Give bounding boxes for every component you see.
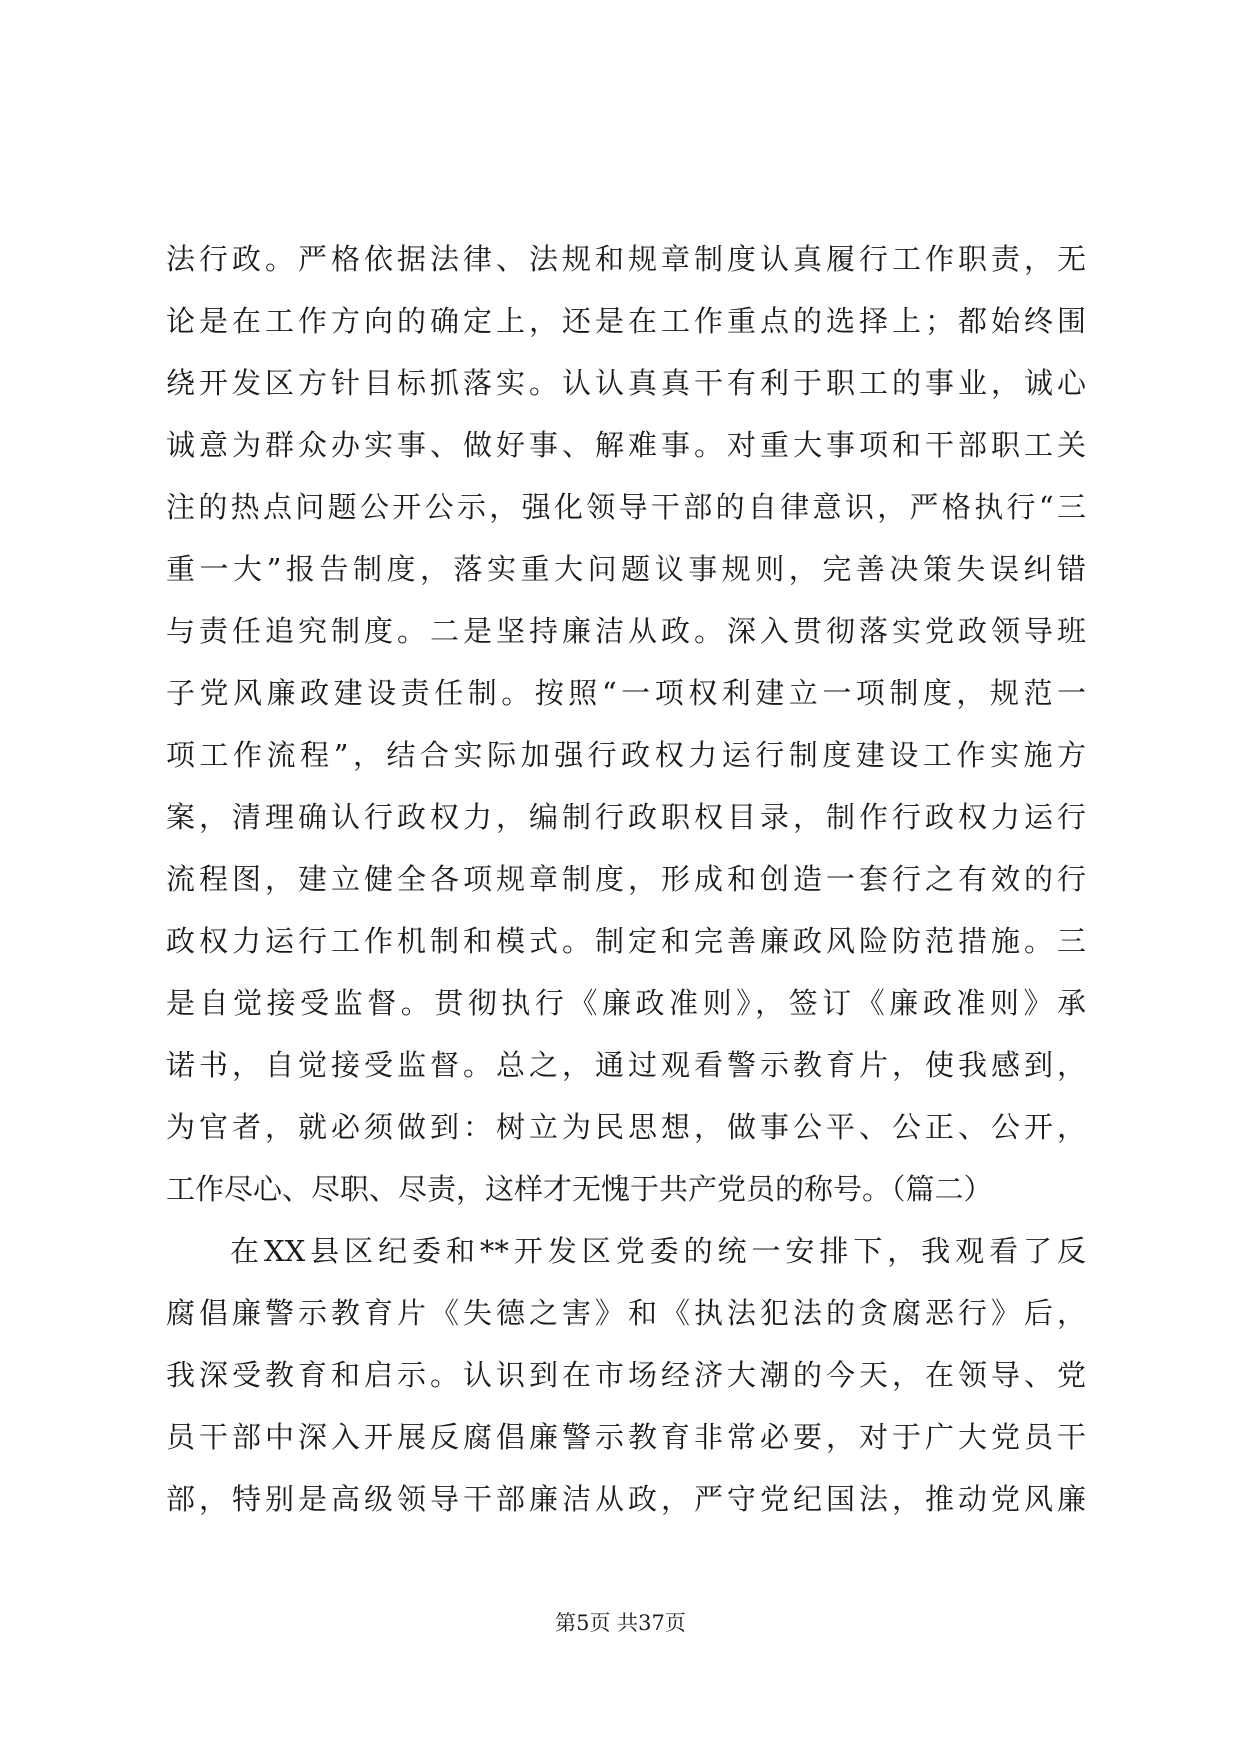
- text-line: 论是在工作方向的确定上，还是在工作重点的选择上；都始终围: [166, 304, 1086, 338]
- text-line: 为官者，就必须做到：树立为民思想，做事公平、公正、公开，: [166, 1110, 1086, 1144]
- text-line: 是自觉接受监督。贯彻执行《廉政准则》，签订《廉政准则》承: [166, 986, 1086, 1020]
- text-line: 注的热点问题公开公示，强化领导干部的自律意识，严格执行“三: [166, 490, 1086, 524]
- text-line: 政权力运行工作机制和模式。制定和完善廉政风险防范措施。三: [166, 924, 1086, 958]
- text-line: 重一大”报告制度，落实重大问题议事规则，完善决策失误纠错: [166, 552, 1086, 586]
- text-line: 案，清理确认行政权力，编制行政职权目录，制作行政权力运行: [166, 800, 1086, 834]
- text-line: 法行政。严格依据法律、法规和规章制度认真履行工作职责，无: [166, 242, 1086, 276]
- text-line: 子党风廉政建设责任制。按照“一项权利建立一项制度，规范一: [166, 676, 1086, 710]
- text-line: 项工作流程”，结合实际加强行政权力运行制度建设工作实施方: [166, 738, 1086, 772]
- paragraph-1: [166, 228, 1086, 1220]
- text-line: 腐倡廉警示教育片《失德之害》和《执法犯法的贪腐恶行》后，: [166, 1296, 1086, 1330]
- document-body: [166, 228, 1086, 1530]
- paragraph-2: [166, 1220, 1086, 1530]
- text-line: 流程图，建立健全各项规章制度，形成和创造一套行之有效的行: [166, 862, 1086, 896]
- text-line: 工作尽心、尽职、尽责，这样才无愧于共产党员的称号。（篇二）: [166, 1172, 993, 1206]
- page-number: 第5页 共37页: [555, 1611, 686, 1635]
- text-line: 绕开发区方针目标抓落实。认认真真干有利于职工的事业，诚心: [166, 366, 1086, 400]
- text-line: 诚意为群众办实事、做好事、解难事。对重大事项和干部职工关: [166, 428, 1086, 462]
- text-line: 与责任追究制度。二是坚持廉洁从政。深入贯彻落实党政领导班: [166, 614, 1086, 648]
- text-line: 诺书，自觉接受监督。总之，通过观看警示教育片，使我感到，: [166, 1048, 1086, 1082]
- text-line: 部，特别是高级领导干部廉洁从政，严守党纪国法，推动党风廉: [166, 1482, 1086, 1516]
- text-line: 我深受教育和启示。认识到在市场经济大潮的今天，在领导、党: [166, 1358, 1086, 1392]
- text-line: 员干部中深入开展反腐倡廉警示教育非常必要，对于广大党员干: [166, 1420, 1086, 1454]
- text-line: 在XX县区纪委和**开发区党委的统一安排下，我观看了反: [230, 1234, 1086, 1268]
